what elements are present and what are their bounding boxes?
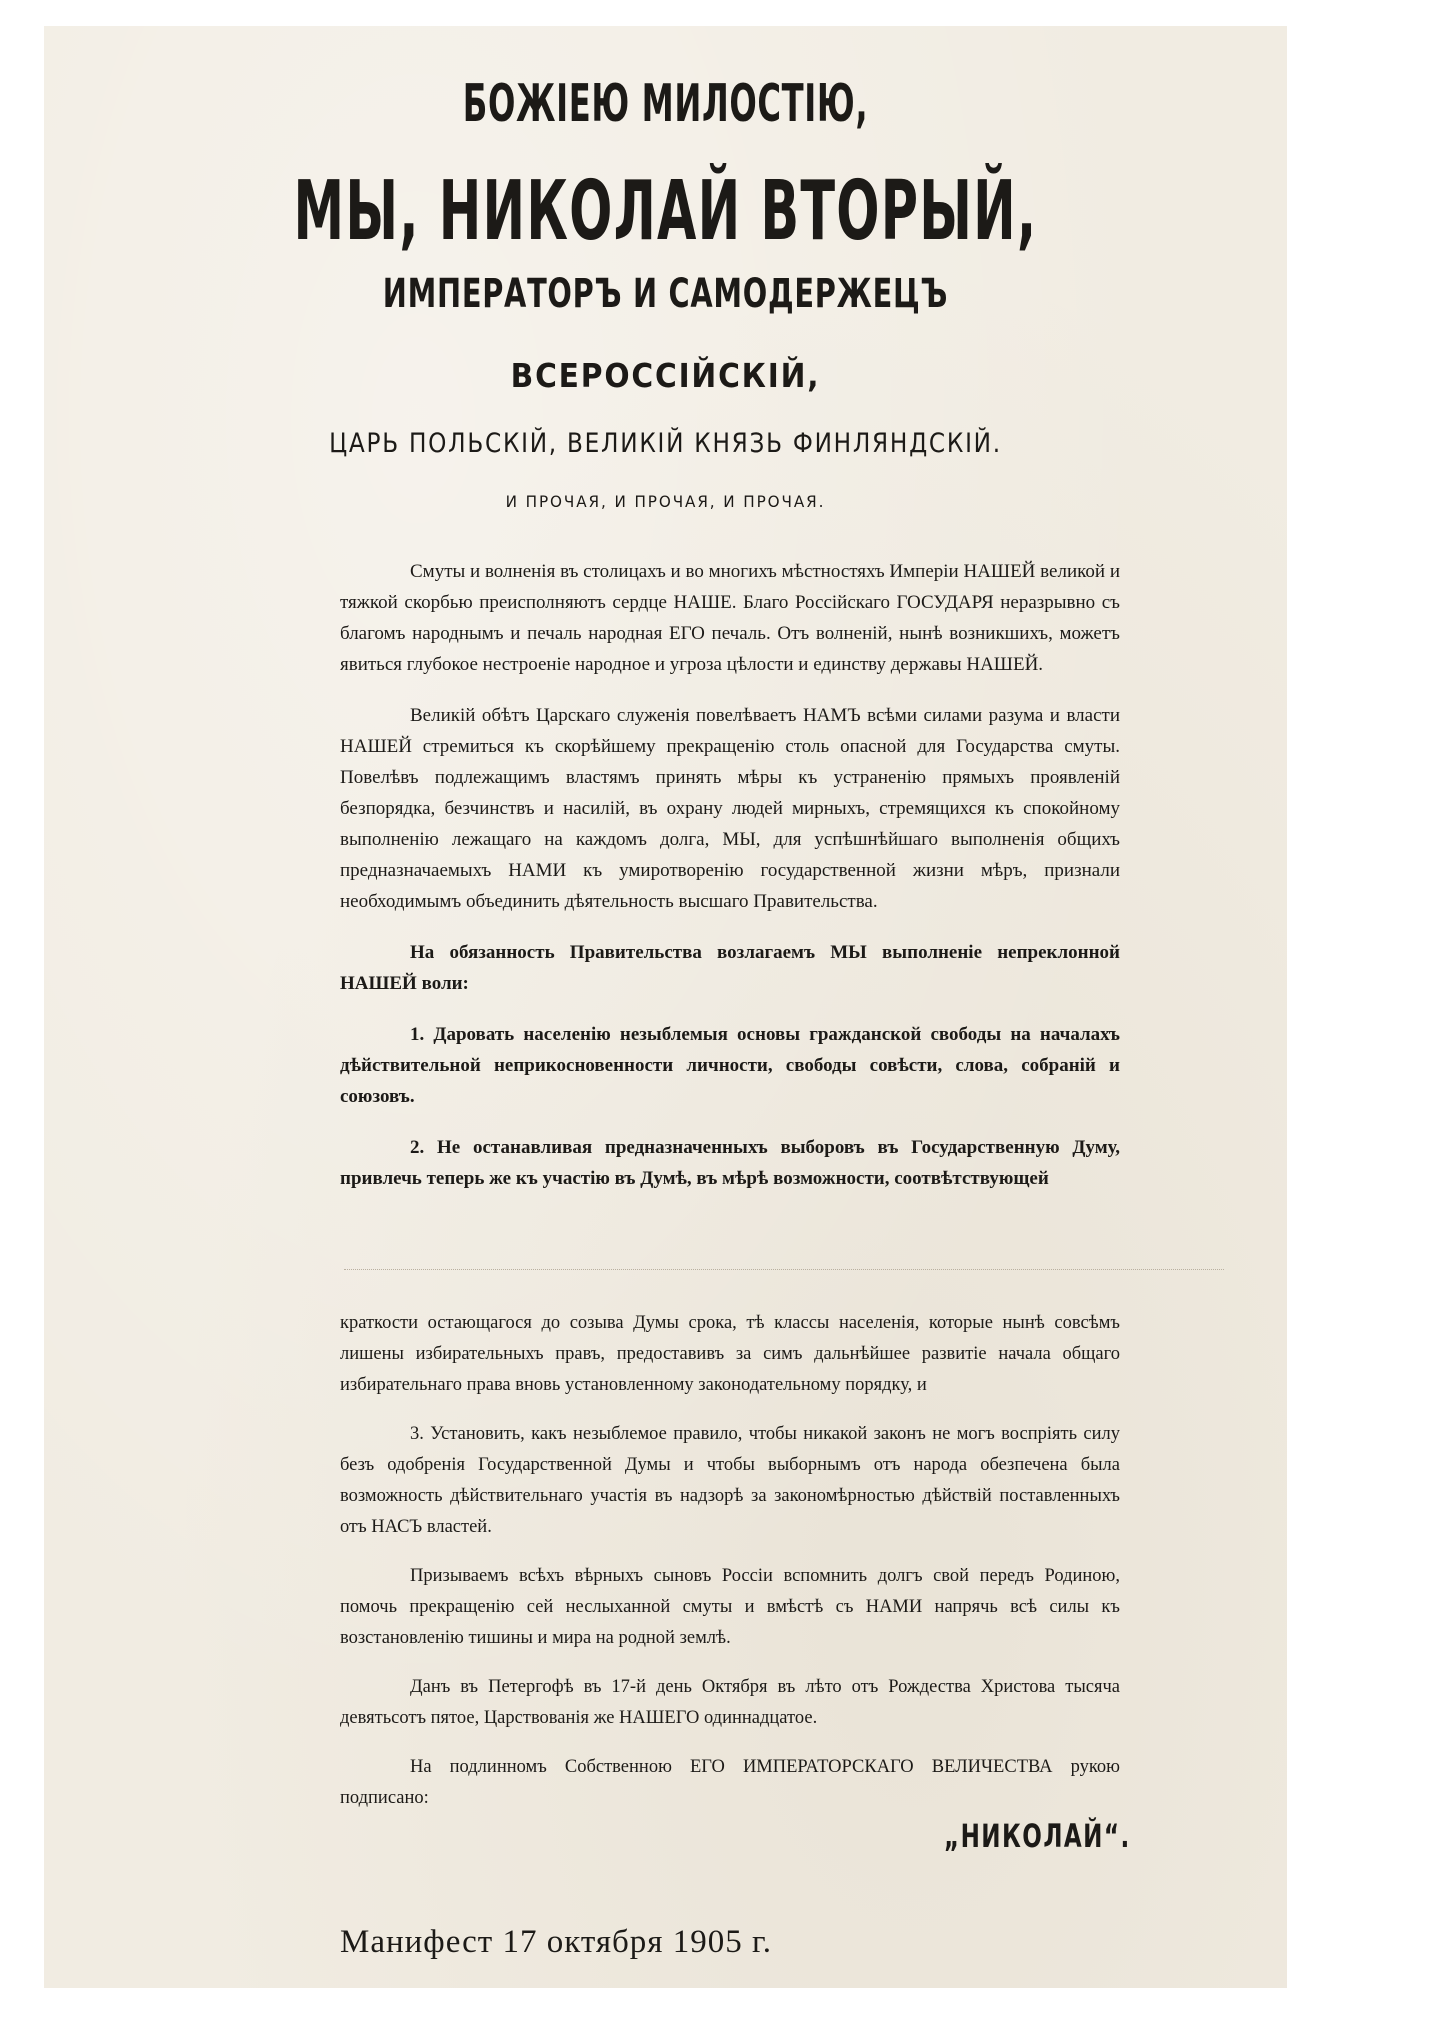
signature-nicholas: „НИКОЛАЙ“. <box>944 1817 1131 1855</box>
heading-emperor-title: ИМПЕРАТОРЪ И САМОДЕРЖЕЦЪ <box>382 271 949 317</box>
heading-emperor-name: МЫ, НИКОЛАЙ ВТОРЫЙ, <box>293 164 1038 259</box>
manifesto-body-part1 <box>340 556 1120 1214</box>
paragraph-dated: Данъ въ Петергофѣ въ 17-й день Октября въ лѣто отъ Рождества Христова тысяча девятьсотъ пятое, Царствованія же НАШЕГО одиннадцатое. <box>340 1677 1120 1728</box>
heading-tsar-grand-prince: ЦАРЬ ПОЛЬСКІЙ, ВЕЛИКІЙ КНЯЗЬ ФИНЛЯНДСКІЙ. <box>329 428 1002 459</box>
paragraph-point-1: 1. Даровать населенію незыблемыя основы гражданской свободы на началахъ дѣйствительной неприкосновенности личности, свободы совѣсти, слова, собраній и союзовъ. <box>340 1024 1120 1107</box>
paragraph-appeal: Призываемъ всѣхъ вѣрныхъ сыновъ Россіи вспомнить долгъ свой передъ Родиною, помочь прекращенію сей неслыханной смуты и вмѣстѣ съ НАМИ напрячь всѣ силы къ возстановленію тишины и мира на родной землѣ. <box>340 1566 1120 1648</box>
paragraph-unrest: Смуты и волненія въ столицахъ и во многихъ мѣстностяхъ Имперіи НАШЕЙ великой и тяжкой скорбью преисполняютъ сердце НАШЕ. Благо Россійскаго ГОСУДАРЯ неразрывно съ благомъ народнымъ и печаль народная ЕГО печаль. Отъ волненій, нынѣ возникшихъ, можетъ явиться глубокое нестроеніе народное и угроза цѣлости и единству державы НАШЕЙ. <box>340 561 1120 675</box>
paragraph-duty-of-government: На обязанность Правительства возлагаемъ МЫ выполненіе непреклонной НАШЕЙ воли: <box>340 942 1120 994</box>
paragraph-point-2-end: краткости остающагося до созыва Думы срока, тѣ классы населенія, которые нынѣ совсѣмъ лишены избирательныхъ правъ, предоставивъ за симъ дальнѣйшее развитіе начала общаго избирательнаго права вновь установленному законодательному порядку, и <box>340 1313 1120 1395</box>
heading-et-cetera: И ПРОЧАЯ, И ПРОЧАЯ, И ПРОЧАЯ. <box>505 492 826 511</box>
manifesto-sheet <box>44 26 1287 1988</box>
paragraph-point-2-start: 2. Не останавливая предназначенныхъ выборовъ въ Государственную Думу, привлечь теперь же къ участію въ Думѣ, въ мѣрѣ возможности, соотвѣтствующей <box>340 1137 1120 1189</box>
manifesto-body-part2 <box>340 1308 1120 1832</box>
paragraph-point-3: 3. Установить, какъ незыблемое правило, чтобы никакой законъ не могъ воспріять силу безъ одобренія Государственной Думы и чтобы выборнымъ отъ народа обезпечена была возможность дѣйствительнаго участія въ надзорѣ за закономѣрностью дѣйствій поставленныхъ отъ НАСЪ властей. <box>340 1424 1120 1537</box>
heading-all-russian: ВСЕРОССІЙСКІЙ, <box>510 356 821 395</box>
heading-by-grace: БОЖІЕЮ МИЛОСТІЮ, <box>462 74 869 134</box>
document-caption: Манифест 17 октября 1905 г. <box>340 1924 773 1960</box>
paragraph-great-vow: Великій обѣтъ Царскаго служенія повелѣваетъ НАМЪ всѣми силами разума и власти НАШЕЙ стремиться къ скорѣйшему прекращенію столь опасной для Государства смуты. Повелѣвъ подлежащимъ властямъ принять мѣры къ устраненію прямыхъ проявленій безпорядка, безчинствъ и насилій, въ охрану людей мирныхъ, стремящихся къ спокойному выполненію лежащаго на каждомъ долга, МЫ, для успѣшнѣйшаго выполненія общихъ предназначаемыхъ НАМИ къ умиротворенію государственной жизни мѣръ, признали необходимымъ объединить дѣятельность высшаго Правительства. <box>340 705 1120 912</box>
page-join-divider <box>344 1269 1224 1270</box>
paragraph-signed-by-hand: На подлинномъ Собственною ЕГО ИМПЕРАТОРСКАГО ВЕЛИЧЕСТВА рукою подписано: <box>340 1757 1120 1808</box>
